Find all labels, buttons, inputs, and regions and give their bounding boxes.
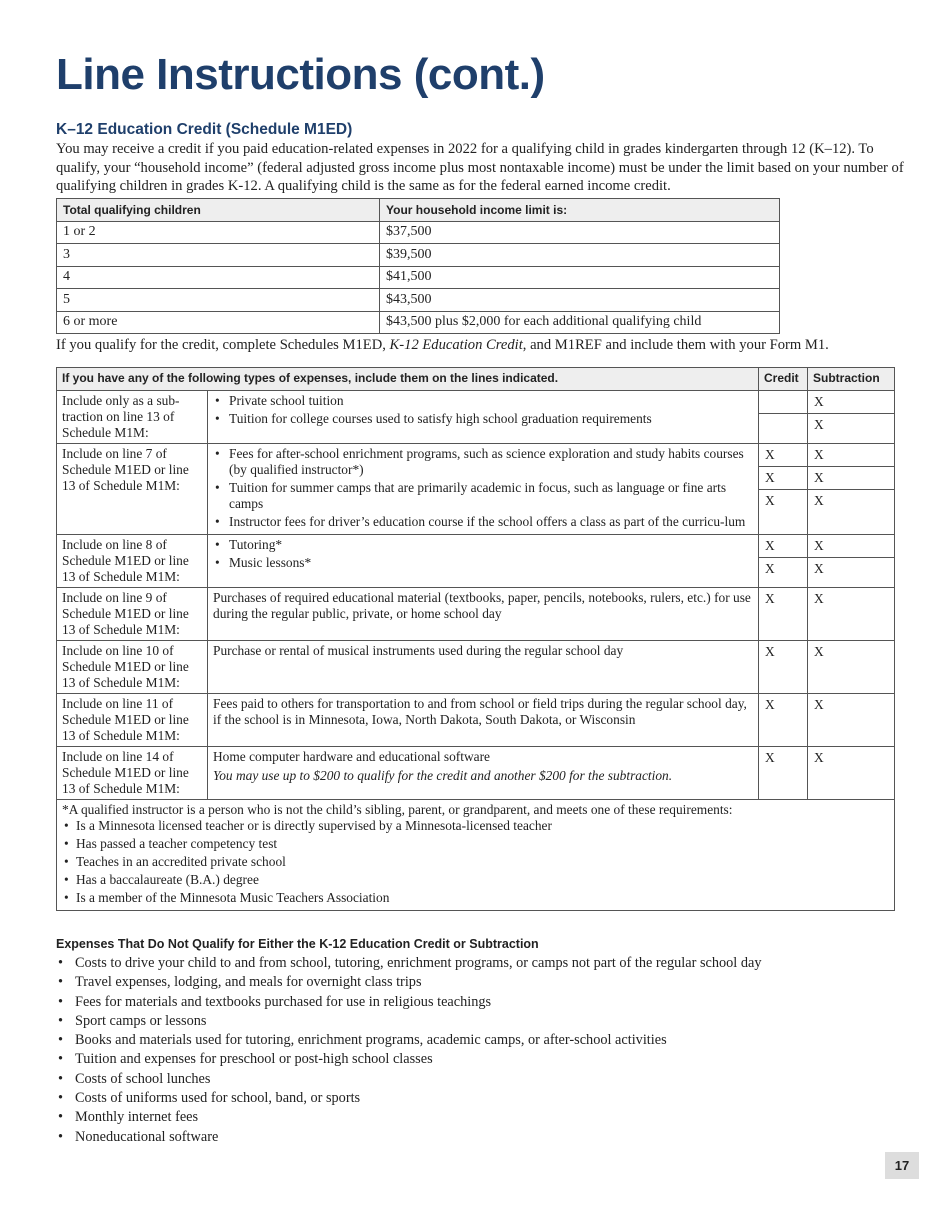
- subtraction-cell: [808, 535, 895, 588]
- list-item: • Sport camps or lessons: [56, 1012, 916, 1031]
- subtraction-mark: X: [808, 467, 894, 490]
- page-title: Line Instructions (cont.): [56, 50, 545, 99]
- description-text: Home computer hardware and educational software: [213, 749, 490, 764]
- credit-cell: [759, 535, 808, 588]
- subtraction-cell: [808, 694, 895, 747]
- subtraction-mark: X: [814, 750, 824, 765]
- list-item: • Has passed a teacher competency test: [62, 836, 889, 852]
- subtraction-cell: [808, 391, 895, 444]
- subtraction-mark: X: [808, 391, 894, 414]
- expense-description: Purchases of required educational material (textbooks, paper, pencils, notebooks, rulers, etc.) for use during the regular public, private, or home school day: [208, 588, 759, 641]
- list-item: • Costs to drive your child to and from school, tutoring, enrichment programs, or camps not part of the regular school day: [56, 954, 916, 973]
- description-note: You may use up to $200 to qualify for the credit and another $200 for the subtraction.: [213, 768, 673, 783]
- credit-mark: X: [765, 591, 775, 606]
- footnote-row: [57, 800, 895, 911]
- subtraction-mark: X: [814, 493, 824, 508]
- subtraction-cell: [808, 444, 895, 535]
- list-item: • Tuition and expenses for preschool or post-high school classes: [56, 1050, 916, 1069]
- expense-items: [208, 391, 759, 444]
- credit-cell: [759, 641, 808, 694]
- row-label: Include only as a sub-traction on line 13 of Schedule M1M:: [57, 391, 208, 444]
- table-cell: 1 or 2: [57, 221, 380, 244]
- table-row: [57, 221, 780, 244]
- table-row: [57, 244, 780, 267]
- subtraction-mark: X: [814, 417, 824, 432]
- credit-mark: X: [765, 750, 775, 765]
- column-header-credit: Credit: [759, 368, 808, 391]
- subtraction-mark: X: [808, 444, 894, 467]
- credit-mark: X: [765, 697, 775, 712]
- list-item: • Teaches in an accredited private school: [62, 854, 889, 870]
- credit-mark: X: [765, 644, 775, 659]
- credit-cell: [759, 747, 808, 800]
- credit-mark: X: [765, 561, 775, 576]
- schedule-name: K-12 Education Credit: [389, 337, 523, 353]
- subtraction-cell: [808, 641, 895, 694]
- credit-mark: X: [759, 444, 807, 467]
- list-item: • Travel expenses, lodging, and meals for overnight class trips: [56, 973, 916, 992]
- list-item: • Tuition for college courses used to satisfy high school graduation requirements: [213, 411, 753, 427]
- qualify-paragraph: [56, 337, 916, 354]
- column-header-subtraction: Subtraction: [808, 368, 895, 391]
- table-cell: 5: [57, 289, 380, 312]
- column-header: Your household income limit is:: [380, 199, 780, 222]
- list-item: • Private school tuition: [213, 393, 753, 409]
- list-item: • Is a Minnesota licensed teacher or is directly supervised by a Minnesota-licensed teacher: [62, 818, 889, 834]
- not-qualify-list: [56, 954, 916, 1147]
- credit-cell: [759, 694, 808, 747]
- row-label: Include on line 10 of Schedule M1ED or line 13 of Schedule M1M:: [57, 641, 208, 694]
- list-item: • Is a member of the Minnesota Music Teachers Association: [62, 890, 889, 906]
- credit-mark: X: [759, 535, 807, 558]
- list-item: • Noneducational software: [56, 1128, 916, 1147]
- row-label: Include on line 8 of Schedule M1ED or line 13 of Schedule M1M:: [57, 535, 208, 588]
- credit-mark: [759, 414, 807, 436]
- footnote: [57, 800, 895, 911]
- qualify-text-start: If you qualify for the credit, complete Schedules M1ED,: [56, 337, 390, 353]
- list-item: • Monthly internet fees: [56, 1108, 916, 1127]
- credit-mark: [759, 391, 807, 414]
- table-row: [57, 311, 780, 334]
- table-row: [57, 535, 895, 588]
- table-row: [57, 444, 895, 535]
- subtraction-mark: X: [814, 591, 824, 606]
- expense-items: [208, 444, 759, 535]
- column-header: If you have any of the following types of expenses, include them on the lines indicated.: [57, 368, 759, 391]
- table-cell: $43,500: [380, 289, 780, 312]
- footnote-intro: *A qualified instructor is a person who is not the child’s sibling, parent, or grandparent, and meets one of these requirements:: [62, 802, 733, 817]
- list-item: • Costs of school lunches: [56, 1070, 916, 1089]
- list-item: • Fees for materials and textbooks purchased for use in religious teachings: [56, 993, 916, 1012]
- table-row: [57, 747, 895, 800]
- list-item: • Costs of uniforms used for school, band, or sports: [56, 1089, 916, 1108]
- table-row: [57, 266, 780, 289]
- subtraction-mark: X: [814, 644, 824, 659]
- credit-mark: X: [765, 493, 775, 508]
- table-cell: 3: [57, 244, 380, 267]
- page-number: 17: [885, 1152, 919, 1179]
- table-cell: 4: [57, 266, 380, 289]
- list-item: • Music lessons*: [213, 555, 753, 571]
- table-cell: $37,500: [380, 221, 780, 244]
- subtraction-mark: X: [808, 535, 894, 558]
- table-cell: $41,500: [380, 266, 780, 289]
- subtraction-mark: X: [814, 561, 824, 576]
- table-cell: $39,500: [380, 244, 780, 267]
- section-title: K–12 Education Credit (Schedule M1ED): [56, 121, 353, 138]
- column-header: Total qualifying children: [57, 199, 380, 222]
- subtraction-mark: X: [814, 697, 824, 712]
- table-row: [57, 694, 895, 747]
- table-cell: $43,500 plus $2,000 for each additional qualifying child: [380, 311, 780, 334]
- expense-table: [56, 367, 895, 911]
- row-label: Include on line 9 of Schedule M1ED or line 13 of Schedule M1M:: [57, 588, 208, 641]
- row-label: Include on line 7 of Schedule M1ED or line 13 of Schedule M1M:: [57, 444, 208, 535]
- row-label: Include on line 11 of Schedule M1ED or line 13 of Schedule M1M:: [57, 694, 208, 747]
- credit-cell: [759, 391, 808, 444]
- table-header-row: [57, 368, 895, 391]
- expense-description: [208, 747, 759, 800]
- table-row: [57, 391, 895, 444]
- credit-cell: [759, 444, 808, 535]
- list-item: • Has a baccalaureate (B.A.) degree: [62, 872, 889, 888]
- table-cell: 6 or more: [57, 311, 380, 334]
- table-row: [57, 641, 895, 694]
- table-header-row: [57, 199, 780, 222]
- expense-items: [208, 535, 759, 588]
- list-item: • Tutoring*: [213, 537, 753, 553]
- qualify-text-end: , and M1REF and include them with your Form M1.: [522, 337, 829, 353]
- subtraction-cell: [808, 588, 895, 641]
- list-item: • Tuition for summer camps that are primarily academic in focus, such as language or fine arts camps: [213, 480, 753, 512]
- subtraction-cell: [808, 747, 895, 800]
- table-row: [57, 289, 780, 312]
- credit-mark: X: [759, 467, 807, 490]
- not-qualify-title: Expenses That Do Not Qualify for Either the K-12 Education Credit or Subtraction: [56, 937, 539, 951]
- intro-paragraph: You may receive a credit if you paid education-related expenses in 2022 for a qualifying child in grades kindergarten through 12 (K–12). To qualify, your “household income” (federal adjusted gross income plus most nontaxable income) must be under the limit based on your number of qualifying children in grades K-12. A qualifying child is the same as for the federal earned income credit.: [56, 141, 904, 194]
- list-item: • Books and materials used for tutoring, enrichment programs, academic camps, or after-school activities: [56, 1031, 916, 1050]
- income-limit-table: [56, 198, 780, 334]
- expense-description: Fees paid to others for transportation to and from school or field trips during the regular school day, if the school is in Minnesota, Iowa, North Dakota, South Dakota, or Wisconsin: [208, 694, 759, 747]
- list-item: • Fees for after-school enrichment programs, such as science exploration and study habits courses (by qualified instructor*): [213, 446, 753, 478]
- table-row: [57, 588, 895, 641]
- list-item: • Instructor fees for driver’s education course if the school offers a class as part of the curricu-lum: [213, 514, 753, 530]
- row-label: Include on line 14 of Schedule M1ED or line 13 of Schedule M1M:: [57, 747, 208, 800]
- expense-description: Purchase or rental of musical instruments used during the regular school day: [208, 641, 759, 694]
- credit-cell: [759, 588, 808, 641]
